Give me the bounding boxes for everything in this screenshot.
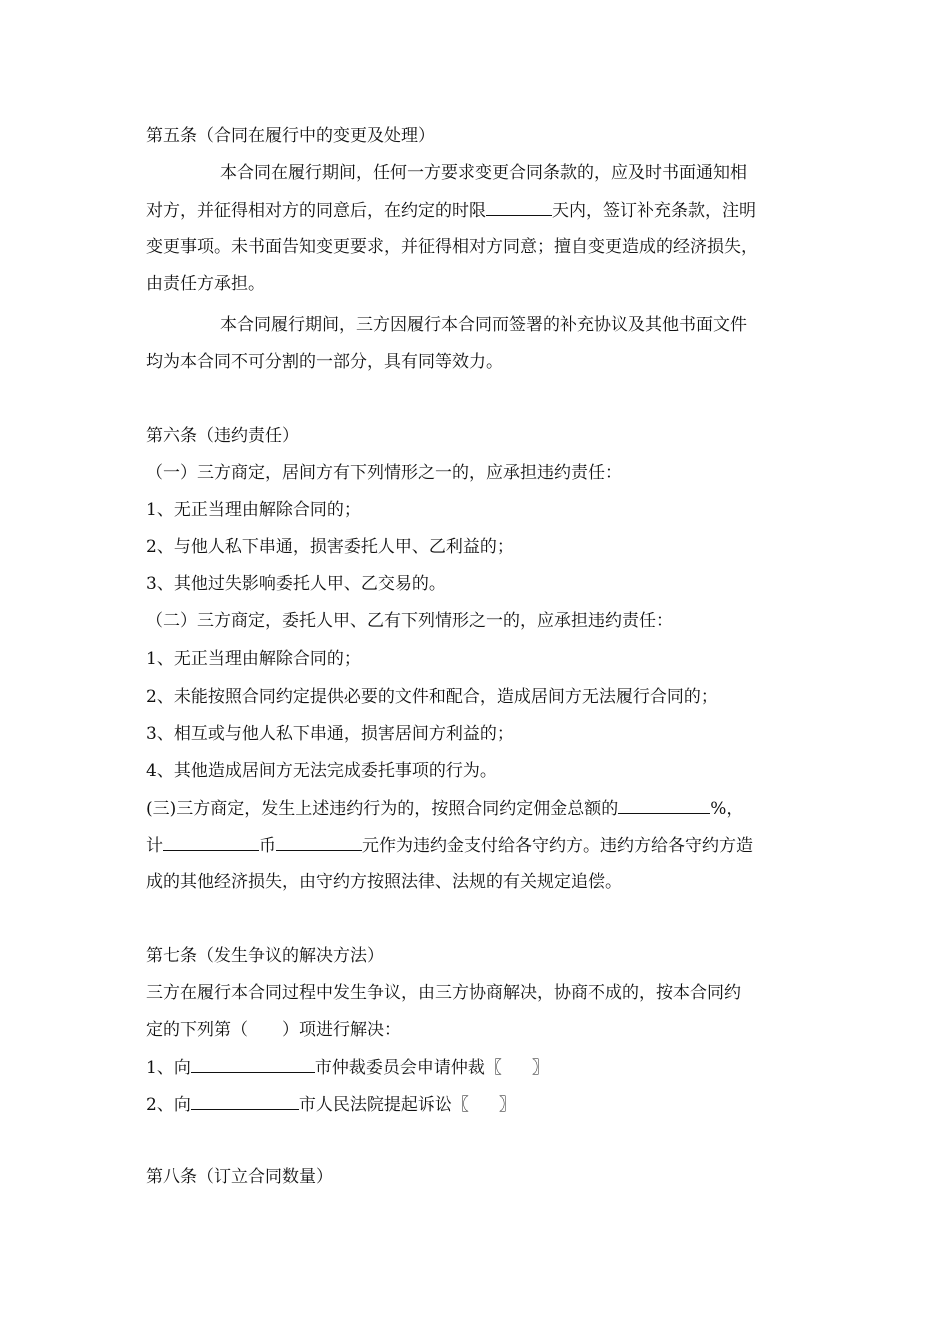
article-6-heading: 第六条（违约责任） bbox=[146, 426, 299, 446]
article-5-paragraph-2-line: 本合同履行期间，三方因履行本合同而签署的补充协议及其他书面文件 bbox=[220, 315, 747, 335]
clause-line: （二）三方商定，委托人甲、乙有下列情形之一的，应承担违约责任： bbox=[146, 611, 673, 631]
text-run: 对方，并征得相对方的同意后，在约定的时限 bbox=[146, 201, 486, 221]
article-5-paragraph-1-line: 变更事项。未书面告知变更要求，并征得相对方同意；擅自变更造成的经济损失， bbox=[146, 237, 758, 257]
clause-line bbox=[146, 796, 743, 821]
text-run: %， bbox=[710, 799, 744, 819]
article-7-heading: 第七条（发生争议的解决方法） bbox=[146, 946, 384, 966]
article-5-heading: 第五条（合同在履行中的变更及处理） bbox=[146, 126, 435, 146]
city-blank[interactable] bbox=[191, 1092, 299, 1110]
text-run: 〗 bbox=[498, 1095, 516, 1115]
clause-line: 三方在履行本合同过程中发生争议，由三方协商解决，协商不成的，按本合同约 bbox=[146, 983, 741, 1003]
text-run: 1、向 bbox=[146, 1058, 191, 1078]
list-item: 3、相互或与他人私下串通，损害居间方利益的； bbox=[146, 724, 514, 744]
option-arbitration bbox=[146, 1055, 549, 1080]
option-litigation bbox=[146, 1092, 516, 1117]
text-run: 元作为违约金支付给各守约方。违约方给各守约方造 bbox=[362, 836, 753, 856]
city-blank[interactable] bbox=[191, 1055, 315, 1073]
text-run: 市人民法院提起诉讼〖 bbox=[298, 1095, 469, 1115]
text-run: 计 bbox=[146, 836, 163, 856]
clause-line: 定的下列第（ ）项进行解决： bbox=[146, 1020, 401, 1040]
text-run: 币 bbox=[259, 836, 276, 856]
article-5-paragraph-1-line: 本合同在履行期间，任何一方要求变更合同条款的，应及时书面通知相 bbox=[220, 163, 747, 183]
list-item: 3、其他过失影响委托人甲、乙交易的。 bbox=[146, 574, 446, 594]
clause-line: （一）三方商定，居间方有下列情形之一的，应承担违约责任： bbox=[146, 463, 622, 483]
list-item: 4、其他造成居间方无法完成委托事项的行为。 bbox=[146, 761, 497, 781]
amount-blank[interactable] bbox=[163, 833, 259, 851]
text-run: 〗 bbox=[531, 1058, 549, 1078]
article-5-paragraph-1-line: 由责任方承担。 bbox=[146, 274, 265, 294]
list-item: 1、无正当理由解除合同的； bbox=[146, 500, 361, 520]
text-run: 天内，签订补充条款，注明 bbox=[552, 201, 756, 221]
list-item: 1、无正当理由解除合同的； bbox=[146, 649, 361, 669]
text-run: (三)三方商定，发生上述违约行为的，按照合同约定佣金总额的 bbox=[146, 799, 619, 819]
text-run: 2、向 bbox=[146, 1095, 191, 1115]
clause-line: 成的其他经济损失，由守约方按照法律、法规的有关规定追偿。 bbox=[146, 872, 622, 892]
clause-line bbox=[146, 833, 753, 858]
list-item: 2、未能按照合同约定提供必要的文件和配合，造成居间方无法履行合同的； bbox=[146, 687, 718, 707]
text-run: 市仲裁委员会申请仲裁〖 bbox=[314, 1058, 502, 1078]
article-5-paragraph-1-line bbox=[146, 198, 756, 223]
article-5-paragraph-2-line: 均为本合同不可分割的一部分，具有同等效力。 bbox=[146, 352, 503, 372]
article-8-heading: 第八条（订立合同数量） bbox=[146, 1167, 333, 1187]
days-blank[interactable] bbox=[486, 198, 552, 216]
percent-blank[interactable] bbox=[618, 796, 710, 814]
currency-blank[interactable] bbox=[276, 833, 362, 851]
list-item: 2、与他人私下串通，损害委托人甲、乙利益的； bbox=[146, 537, 514, 557]
